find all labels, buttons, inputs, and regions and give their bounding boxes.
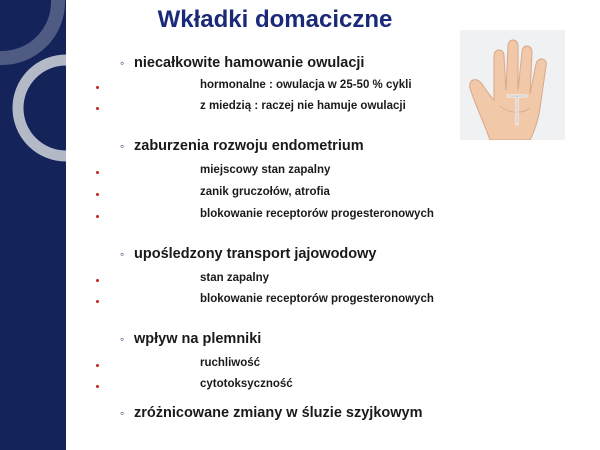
section-1-item-1: hormonalne : owulacja w 25-50 % cykli xyxy=(200,79,412,91)
slide-title: Wkładki domaciczne xyxy=(157,6,393,33)
section-1-item-2: z miedzią : raczej nie hamuje owulacji xyxy=(200,100,406,112)
sub-bullet-icon xyxy=(96,171,99,174)
section-3-item-1: stan zapalny xyxy=(200,272,270,284)
section-4-item-2: cytotoksyczność xyxy=(200,378,293,390)
sub-bullet-icon xyxy=(96,279,99,282)
section-2-item-1: miejscowy stan zapalny xyxy=(200,164,331,176)
section-heading-4: ◦ wpływ na plemniki xyxy=(120,331,262,347)
decorative-sidebar xyxy=(0,0,66,450)
sub-bullet-icon xyxy=(96,215,99,218)
sub-bullet-icon xyxy=(96,193,99,196)
bullet-icon: ◦ xyxy=(120,332,125,346)
hand-with-iud-photo xyxy=(460,30,565,140)
sub-bullet-icon xyxy=(96,86,99,89)
section-heading-2: ◦ zaburzenia rozwoju endometrium xyxy=(120,138,364,154)
decorative-arcs xyxy=(0,0,66,450)
section-heading-5: ◦ zróżnicowane zmiany w śluzie szyjkowym xyxy=(120,405,423,421)
section-2-item-3: blokowanie receptorów progesteronowych xyxy=(200,208,434,220)
sub-bullet-icon xyxy=(96,107,99,110)
section-4-item-1: ruchliwość xyxy=(200,357,261,369)
section-heading-3: ◦ upośledzony transport jajowodowy xyxy=(120,246,377,262)
bullet-icon: ◦ xyxy=(120,56,125,70)
section-2-item-2: zanik gruczołów, atrofia xyxy=(200,186,330,198)
bullet-icon: ◦ xyxy=(120,247,125,261)
bullet-icon: ◦ xyxy=(120,139,125,153)
section-heading-1: ◦ niecałkowite hamowanie owulacji xyxy=(120,55,365,71)
sub-bullet-icon xyxy=(96,364,99,367)
sub-bullet-icon xyxy=(96,300,99,303)
section-3-item-2: blokowanie receptorów progesteronowych xyxy=(200,293,434,305)
bullet-icon: ◦ xyxy=(120,406,125,420)
sub-bullet-icon xyxy=(96,385,99,388)
